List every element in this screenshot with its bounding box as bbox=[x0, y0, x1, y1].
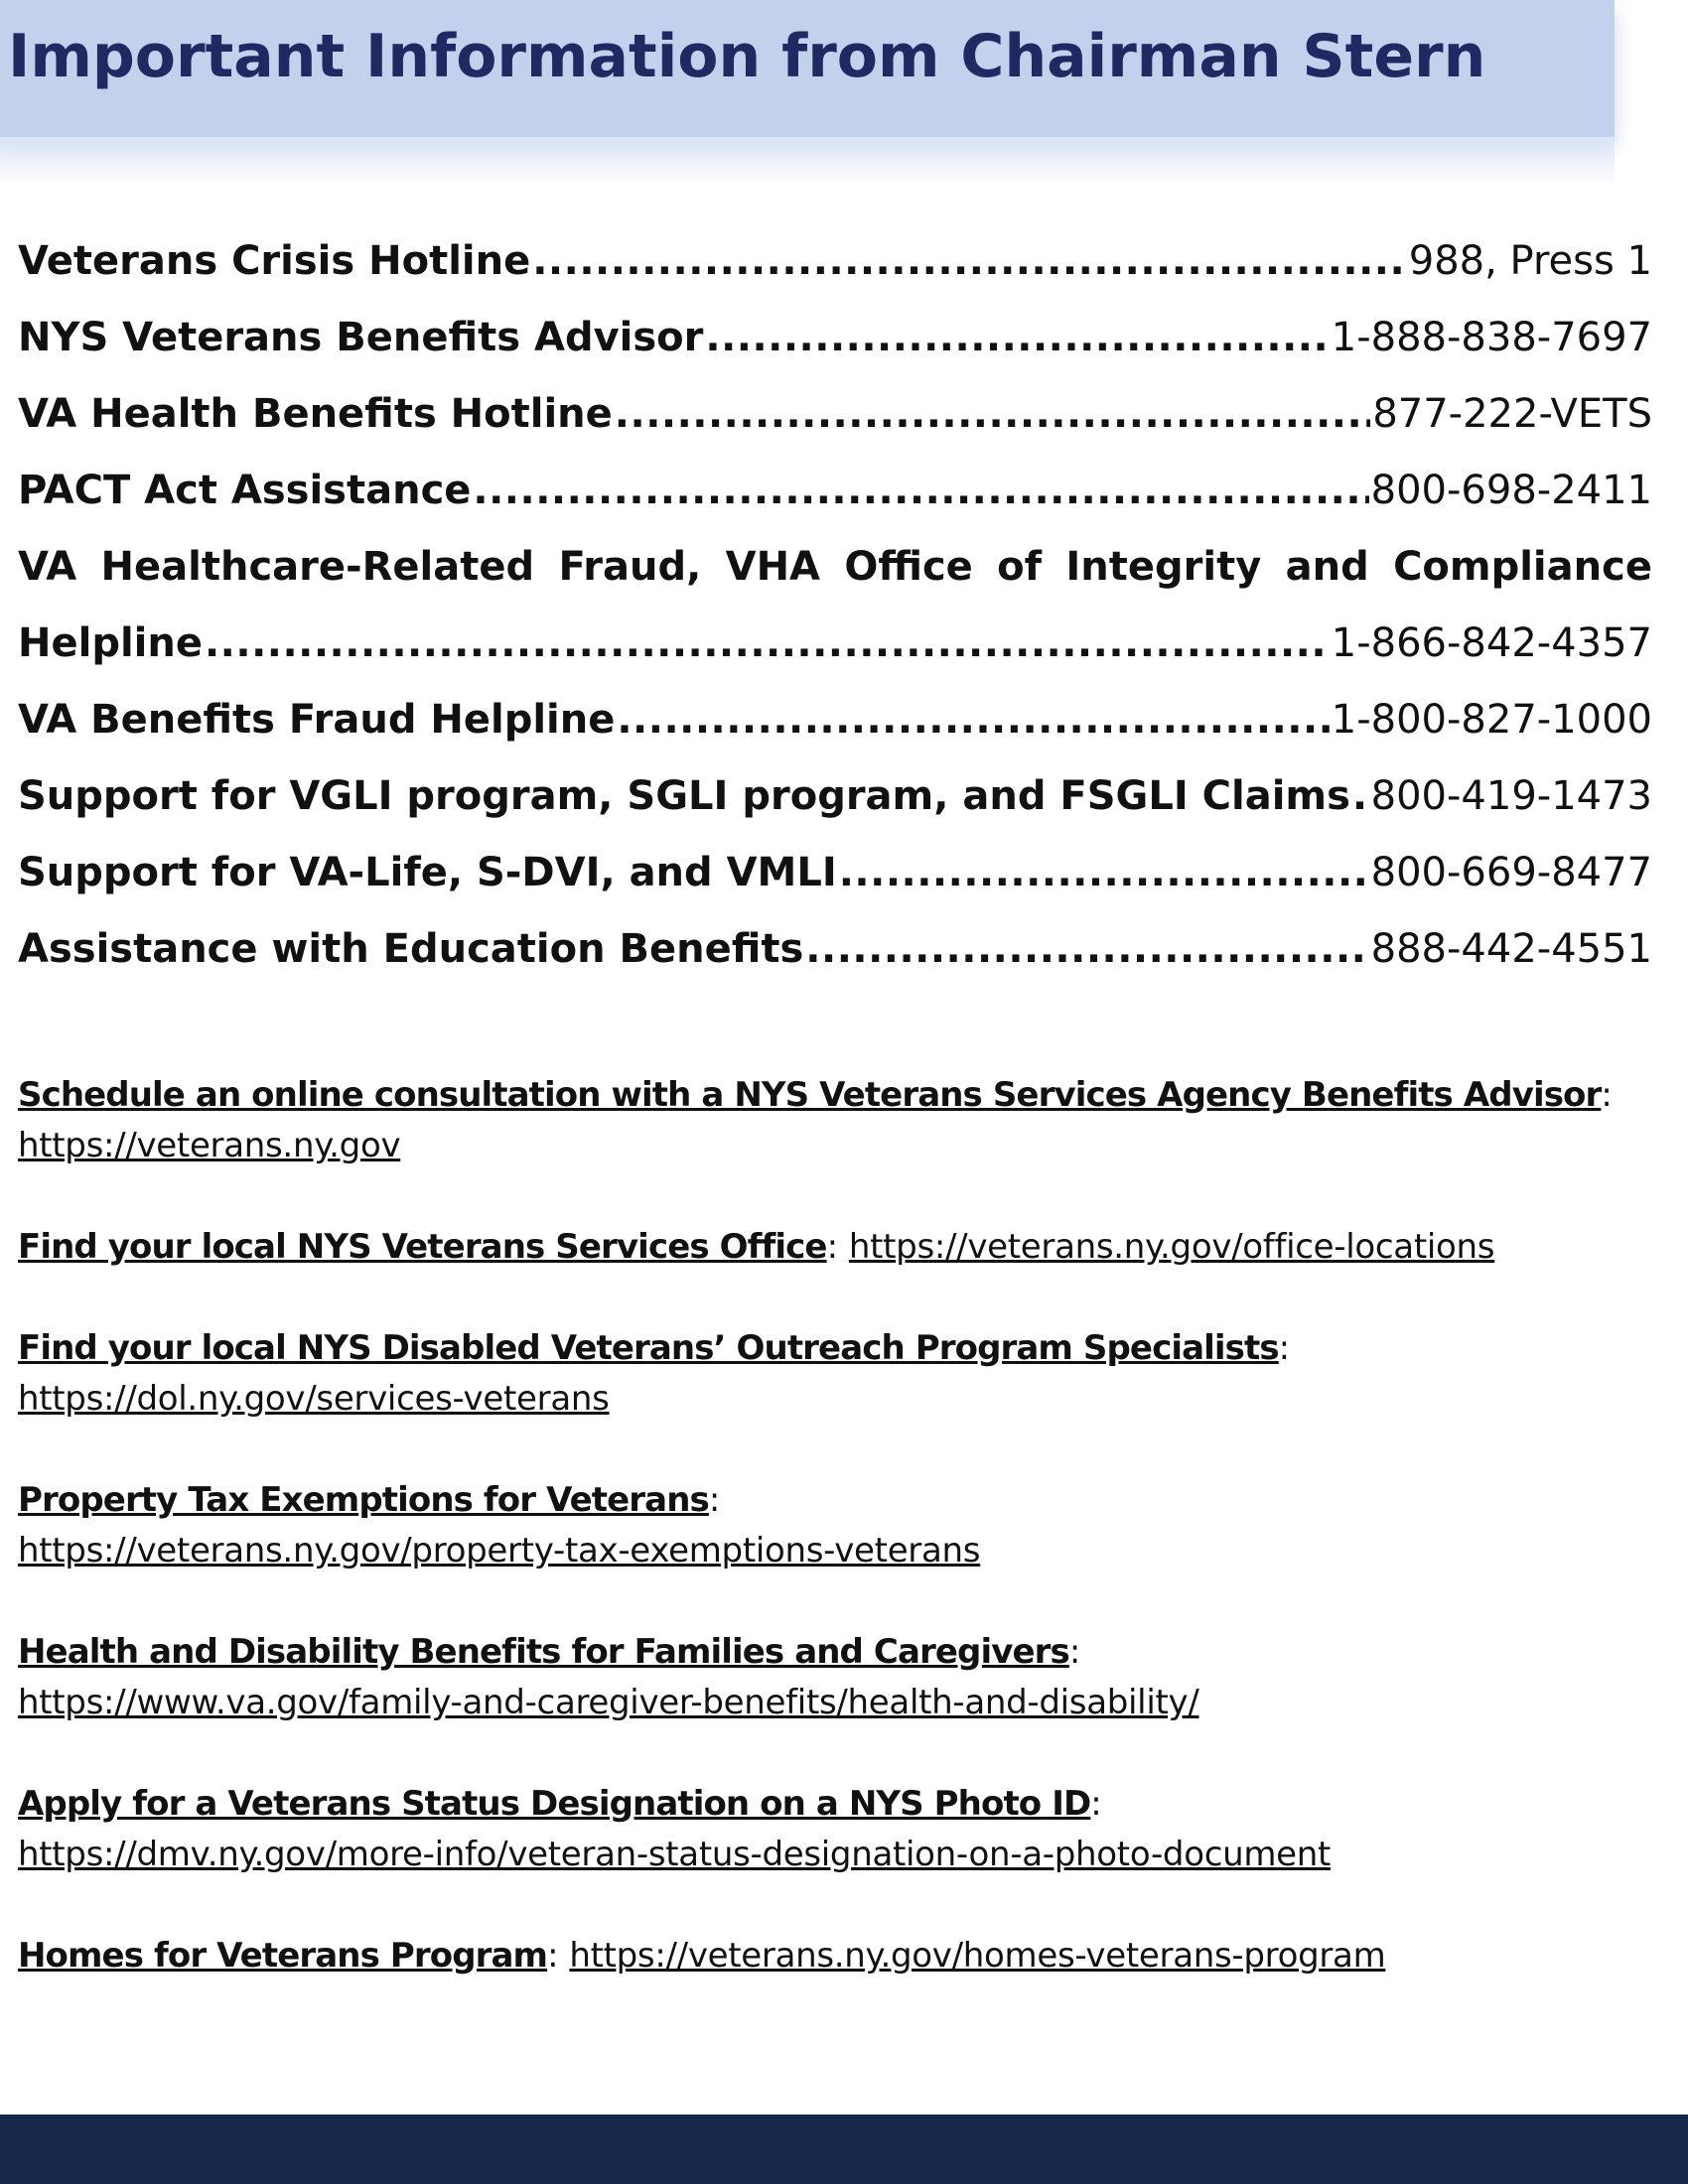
resource-label: Find your local NYS Veterans Services Office bbox=[18, 1227, 827, 1267]
hotline-list bbox=[18, 238, 1652, 1003]
resource-separator: : bbox=[1278, 1328, 1291, 1368]
dot-leader bbox=[473, 468, 1368, 513]
hotline-row bbox=[18, 773, 1652, 850]
hotline-name: VA Benefits Fraud Helpline bbox=[18, 697, 616, 743]
hotline-number: 800-419-1473 bbox=[1370, 773, 1652, 819]
dot-leader bbox=[617, 697, 1329, 743]
resource-item bbox=[18, 1070, 1676, 1171]
resource-link[interactable]: https://veterans.ny.gov/office-locations bbox=[848, 1227, 1495, 1267]
resource-label: Find your local NYS Disabled Veterans’ Outreach Program Specialists bbox=[18, 1328, 1279, 1368]
dot-leader bbox=[532, 238, 1407, 284]
hotline-row bbox=[18, 315, 1652, 391]
fraud-hotline-word: VHA bbox=[725, 544, 821, 590]
hotline-number: 1-800-827-1000 bbox=[1331, 697, 1652, 743]
resource-separator: : bbox=[1601, 1075, 1613, 1115]
dot-leader bbox=[805, 926, 1368, 972]
resource-item bbox=[18, 1779, 1676, 1880]
hotline-row bbox=[18, 850, 1652, 926]
hotline-number: 800-698-2411 bbox=[1370, 468, 1652, 513]
resource-separator: : bbox=[1068, 1632, 1081, 1672]
fraud-hotline-word: VA bbox=[18, 544, 77, 590]
resource-item bbox=[18, 1323, 1676, 1425]
resource-separator: : bbox=[547, 1936, 570, 1976]
header-shadow bbox=[0, 137, 1615, 187]
resource-item bbox=[18, 1475, 1676, 1576]
hotline-row bbox=[18, 391, 1652, 468]
fraud-hotline-word: Healthcare-Related bbox=[100, 544, 535, 590]
fraud-hotline-word: and bbox=[1285, 544, 1369, 590]
fraud-hotline-word: Compliance bbox=[1393, 544, 1652, 590]
resource-link[interactable]: https://dmv.ny.gov/more-info/veteran-status-designation-on-a-photo-document bbox=[18, 1835, 1332, 1874]
fraud-hotline-word: Office bbox=[844, 544, 973, 590]
resource-link[interactable]: https://veterans.ny.gov bbox=[18, 1126, 401, 1165]
resource-label: Property Tax Exemptions for Veterans bbox=[18, 1480, 709, 1520]
hotline-name: Support for VGLI program, SGLI program, and FSGLI Claims bbox=[18, 773, 1350, 819]
dot-leader bbox=[839, 850, 1369, 895]
hotline-row bbox=[18, 926, 1652, 1003]
resource-separator: : bbox=[708, 1480, 721, 1520]
resource-list bbox=[18, 1070, 1676, 2032]
resource-link[interactable]: https://veterans.ny.gov/homes-veterans-program bbox=[569, 1936, 1386, 1976]
resource-item bbox=[18, 1931, 1676, 1981]
hotline-name: NYS Veterans Benefits Advisor bbox=[18, 315, 704, 360]
resource-link[interactable]: https://veterans.ny.gov/property-tax-exemptions-veterans bbox=[18, 1531, 981, 1570]
hotline-name: Helpline bbox=[18, 620, 203, 666]
hotline-row bbox=[18, 697, 1652, 773]
hotline-row bbox=[18, 468, 1652, 544]
page-title: Important Information from Chairman Stern bbox=[8, 22, 1486, 91]
hotline-number: 877-222-VETS bbox=[1372, 391, 1652, 437]
dot-leader bbox=[615, 391, 1371, 437]
footer-bar bbox=[0, 2115, 1688, 2184]
hotline-name: Assistance with Education Benefits bbox=[18, 926, 804, 972]
dot-leader bbox=[205, 620, 1330, 666]
resource-label: Schedule an online consultation with a NYS Veterans Services Agency Benefits Advisor bbox=[18, 1075, 1602, 1115]
resource-label: Homes for Veterans Program bbox=[18, 1936, 548, 1976]
fraud-hotline-word: of bbox=[997, 544, 1043, 590]
hotline-name: PACT Act Assistance bbox=[18, 468, 472, 513]
resource-link[interactable]: https://www.va.gov/family-and-caregiver-benefits/health-and-disability/ bbox=[18, 1683, 1199, 1722]
fraud-hotline-name-line bbox=[18, 544, 1652, 620]
hotline-number: 888-442-4551 bbox=[1370, 926, 1652, 972]
hotline-row bbox=[18, 238, 1652, 315]
hotline-name: Veterans Crisis Hotline bbox=[18, 238, 531, 284]
hotline-row bbox=[18, 620, 1652, 697]
resource-separator: : bbox=[826, 1227, 849, 1267]
fraud-hotline-word: Fraud, bbox=[558, 544, 702, 590]
hotline-name: Support for VA-Life, S-DVI, and VMLI bbox=[18, 850, 837, 895]
resource-item bbox=[18, 1222, 1676, 1273]
hotline-name: VA Health Benefits Hotline bbox=[18, 391, 613, 437]
dot-leader bbox=[1352, 773, 1369, 819]
hotline-number: 988, Press 1 bbox=[1408, 238, 1652, 284]
resource-item bbox=[18, 1627, 1676, 1728]
resource-label: Apply for a Veterans Status Designation on a NYS Photo ID bbox=[18, 1784, 1091, 1824]
resource-label: Health and Disability Benefits for Families and Caregivers bbox=[18, 1632, 1069, 1672]
hotline-number: 1-888-838-7697 bbox=[1331, 315, 1652, 360]
hotline-number: 800-669-8477 bbox=[1370, 850, 1652, 895]
dot-leader bbox=[705, 315, 1329, 360]
resource-separator: : bbox=[1090, 1784, 1102, 1824]
resource-link[interactable]: https://dol.ny.gov/services-veterans bbox=[18, 1379, 610, 1419]
fraud-hotline-word: Integrity bbox=[1065, 544, 1262, 590]
hotline-number: 1-866-842-4357 bbox=[1331, 620, 1652, 666]
